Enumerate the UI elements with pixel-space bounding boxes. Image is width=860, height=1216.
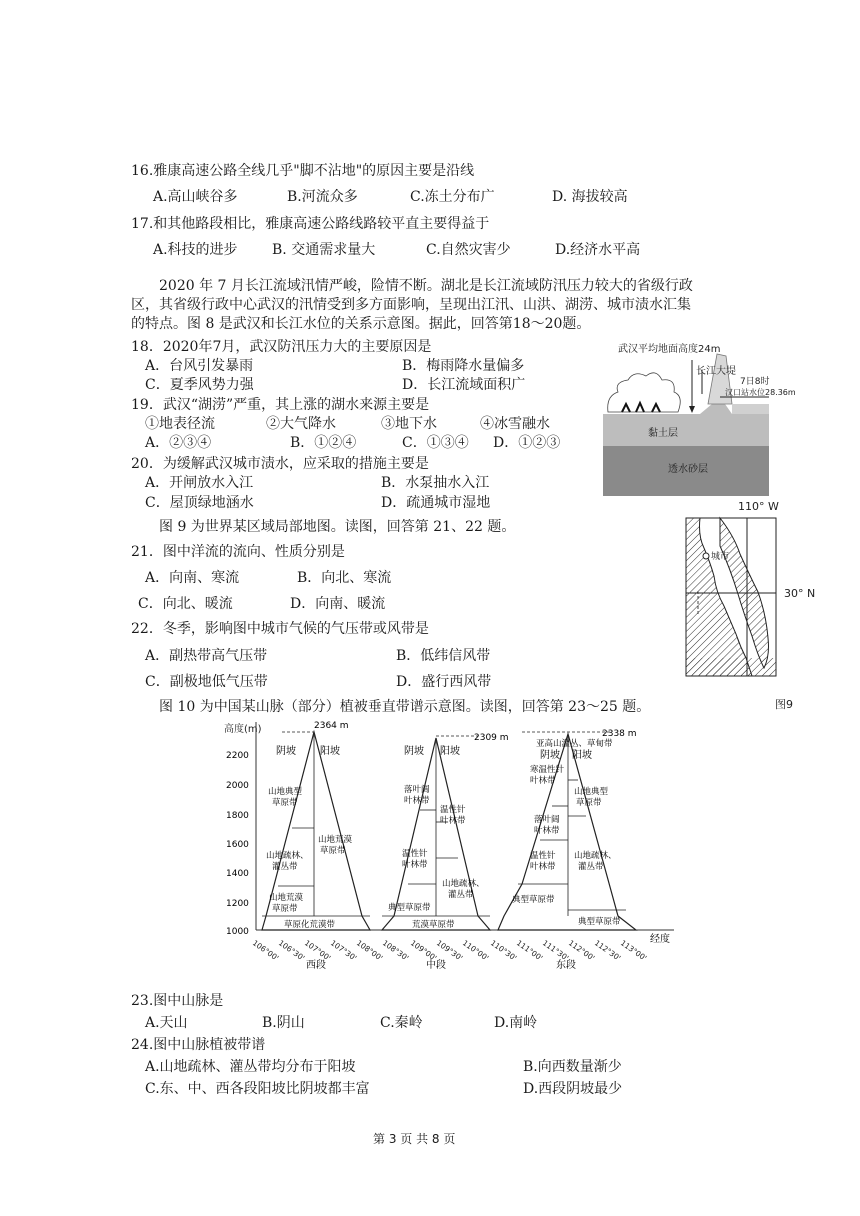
east-peak-label: 2338 m xyxy=(602,729,637,739)
river-water xyxy=(732,404,769,414)
y-tick-1000: 1000 xyxy=(226,927,249,937)
section-middle: 中段 xyxy=(426,960,446,971)
x-tick-8: 110°00' xyxy=(460,938,491,963)
q17-stem: 17.和其他路段相比，雅康高速公路线路较平直主要得益于 xyxy=(131,216,490,232)
east-l3: 落叶阔 xyxy=(534,815,560,825)
figure-9-map xyxy=(680,496,830,714)
q18-option-b: B．梅雨降水量偏多 xyxy=(402,358,525,374)
middle-base: 荒漠草原带 xyxy=(412,920,455,930)
q24-option-a: A.山地疏林、灌丛带均分布于阳坡 xyxy=(145,1059,356,1075)
intro18-line1: 2020 年 7 月长江流域汛情严峻，险情不断。湖北是长江流域防汛压力较大的省级行政 xyxy=(159,278,693,294)
city-buildings xyxy=(608,373,681,412)
q16-option-b: B.河流众多 xyxy=(287,189,358,205)
q17-option-d: D.经济水平高 xyxy=(555,242,641,258)
y-tick-1800: 1800 xyxy=(226,811,249,821)
q19-item-3: ③地下水 xyxy=(381,416,437,432)
q21-option-d: D．向南、暖流 xyxy=(290,596,386,612)
q19-option-b: B．①②④ xyxy=(290,435,357,451)
x-tick-5: 108°30' xyxy=(380,938,411,963)
city-label: 城市 xyxy=(711,552,730,562)
middle-l1: 落叶阔 xyxy=(404,785,430,795)
q19-item-2: ②大气降水 xyxy=(266,416,336,432)
y-tick-1600: 1600 xyxy=(226,840,249,850)
q18-option-a: A．台风引发暴雨 xyxy=(145,358,254,374)
figure-9-caption: 图9 xyxy=(775,698,793,711)
west-l4: 灌丛带 xyxy=(272,862,298,872)
y-tick-2000: 2000 xyxy=(226,781,249,791)
west-peak-label: 2364 m xyxy=(314,721,349,731)
q20-option-b: B．水泵抽水入江 xyxy=(381,475,490,491)
q16-stem: 16.雅康高速公路全线几乎"脚不沾地"的原因主要是沿线 xyxy=(131,163,475,179)
q21-option-c: C．向北、暖流 xyxy=(138,596,233,612)
middle-peak-label: 2309 m xyxy=(474,733,509,743)
y-ticks xyxy=(226,751,249,937)
q24-option-b: B.向西数量渐少 xyxy=(523,1059,622,1075)
q19-item-4: ④冰雪融水 xyxy=(480,416,550,432)
q22-option-c: C．副极地低气压带 xyxy=(145,674,268,690)
y-tick-1400: 1400 xyxy=(226,869,249,879)
west-base: 草原化荒漠带 xyxy=(284,920,336,930)
intro23: 图 10 为中国某山脉（部分）植被垂直带谱示意图。读图，回答第 23～25 题。 xyxy=(159,699,651,715)
east-r5: 典型草原带 xyxy=(578,917,621,927)
east-l7: 典型草原带 xyxy=(512,895,555,905)
q24-option-d: D.西段阴坡最少 xyxy=(523,1081,623,1097)
q20-option-d: D．疏通城市湿地 xyxy=(381,495,491,511)
ground-height-label: 武汉平均地面高度24m xyxy=(618,344,721,355)
x-tick-1: 106°30' xyxy=(276,938,307,963)
q21-stem: 21．图中洋流的流向、性质分别是 xyxy=(131,544,345,560)
y-tick-2200: 2200 xyxy=(226,751,249,761)
x-tick-6: 109°00' xyxy=(408,938,439,963)
intro18-line2: 区，其省级行政中心武汉的汛情受到多方面影响，呈现出江汛、山洪、湖涝、城市渍水汇集 xyxy=(131,297,691,313)
city-icon xyxy=(703,553,709,559)
q24-option-c: C.东、中、西各段阳坡比阴坡都丰富 xyxy=(145,1081,370,1097)
west-sunny-label: 阳坡 xyxy=(320,746,340,757)
levee-label: 长江大堤 xyxy=(696,366,736,377)
west-r2: 草原带 xyxy=(320,846,346,856)
section-east: 东段 xyxy=(556,960,576,971)
intro18-line3: 的特点。图 8 是武汉和长江水位的关系示意图。据此，回答第18～20题。 xyxy=(131,316,591,332)
q18-option-c: C．夏季风势力强 xyxy=(145,377,254,393)
q19-stem: 19．武汉“湖涝”严重，其上涨的湖水来源主要是 xyxy=(131,397,430,413)
q20-stem: 20．为缓解武汉城市渍水，应采取的措施主要是 xyxy=(131,456,429,472)
x-tick-10: 111°00' xyxy=(514,938,545,963)
q20-option-c: C．屋顶绿地涵水 xyxy=(145,495,254,511)
middle-l5: 典型草原带 xyxy=(388,903,431,913)
q16-option-c: C.冻土分布广 xyxy=(410,189,495,205)
east-l5: 温性针 xyxy=(530,851,556,861)
east-r4: 灌丛带 xyxy=(578,862,604,872)
east-r1: 山地典型 xyxy=(574,787,609,797)
x-tick-7: 109°30' xyxy=(434,938,465,963)
map-bottom-land xyxy=(686,658,776,676)
middle-r3: 山地疏林、 xyxy=(442,879,485,889)
q23-option-b: B.阴山 xyxy=(262,1015,305,1031)
x-tick-13: 112°30' xyxy=(592,938,623,963)
east-top-label: 亚高山灌丛、草甸带 xyxy=(536,739,613,749)
x-tick-11: 111°30' xyxy=(540,938,571,963)
latitude-label: 30° N xyxy=(784,587,816,600)
q19-option-a: A．②③④ xyxy=(145,435,212,451)
east-r3: 山地疏林、 xyxy=(574,851,617,861)
sand-label: 透水砂层 xyxy=(668,464,708,475)
x-tick-2: 107°00' xyxy=(302,938,333,963)
x-tick-3: 107°30' xyxy=(328,938,359,963)
longitude-label: 110° W xyxy=(738,500,779,513)
east-l4: 叶林带 xyxy=(534,826,560,836)
q22-option-d: D．盛行西风带 xyxy=(396,674,492,690)
q19-option-d: D．①②③ xyxy=(493,435,561,451)
page-footer: 第 3 页 共 8 页 xyxy=(373,1132,456,1146)
middle-l2: 叶林带 xyxy=(404,796,430,806)
east-shade-label: 阴坡 xyxy=(540,750,560,761)
figure-8-diagram xyxy=(600,334,796,498)
y-axis-label: 高度(m) xyxy=(224,724,262,735)
time-label: 7日8时 xyxy=(740,377,770,387)
figure-10-chart xyxy=(222,716,682,972)
q19-option-c: C．①③④ xyxy=(402,435,469,451)
middle-r2: 叶林带 xyxy=(440,816,466,826)
middle-r4: 灌丛带 xyxy=(448,890,474,900)
q18-stem: 18．2020年7月，武汉防汛压力大的主要原因是 xyxy=(131,339,432,355)
q22-option-b: B．低纬信风带 xyxy=(396,648,491,664)
x-tick-12: 112°00' xyxy=(566,938,597,963)
west-l1: 山地典型 xyxy=(268,787,303,797)
q22-stem: 22．冬季，影响图中城市气候的气压带或风带是 xyxy=(131,621,429,637)
x-axis-label: 经度 xyxy=(650,934,670,945)
x-tick-9: 110°30' xyxy=(488,938,519,963)
east-l6: 叶林带 xyxy=(530,862,556,872)
q16-option-a: A.高山峡谷多 xyxy=(153,189,238,205)
q23-option-c: C.秦岭 xyxy=(380,1015,423,1031)
q17-option-b: B. 交通需求量大 xyxy=(272,242,376,258)
east-l2: 叶林带 xyxy=(530,776,556,786)
west-l2: 草原带 xyxy=(272,798,298,808)
q22-option-a: A．副热带高气压带 xyxy=(145,648,268,664)
east-sunny-label: 阳坡 xyxy=(572,750,592,761)
station-label: 汉口站水位28.36m xyxy=(725,388,796,397)
east-r2: 草原带 xyxy=(576,798,602,808)
west-l6: 草原带 xyxy=(272,904,298,914)
q17-option-a: A.科技的进步 xyxy=(153,242,238,258)
intro21: 图 9 为世界某区域局部地图。读图，回答第 21、22 题。 xyxy=(159,519,516,535)
x-tick-4: 108°00' xyxy=(354,938,385,963)
west-r1: 山地荒漠 xyxy=(318,835,353,845)
q18-option-d: D．长江流域面积广 xyxy=(402,377,526,393)
q23-option-d: D.南岭 xyxy=(494,1015,538,1031)
q19-item-1: ①地表径流 xyxy=(145,416,215,432)
q23-stem: 23.图中山脉是 xyxy=(131,993,224,1009)
q21-option-a: A．向南、寒流 xyxy=(145,570,240,586)
section-west: 西段 xyxy=(306,960,326,971)
x-tick-14: 113°00' xyxy=(618,938,649,963)
middle-shade-label: 阴坡 xyxy=(404,746,424,757)
q20-option-a: A．开闸放水入江 xyxy=(145,475,254,491)
west-shade-label: 阴坡 xyxy=(276,746,296,757)
east-l1: 寒温性针 xyxy=(530,765,565,775)
west-l3: 山地疏林、 xyxy=(266,851,309,861)
q21-option-b: B．向北、寒流 xyxy=(297,570,392,586)
q16-option-d: D. 海拔较高 xyxy=(552,189,628,205)
x-ticks xyxy=(251,938,648,962)
y-tick-1200: 1200 xyxy=(226,899,249,909)
q24-stem: 24.图中山脉植被带谱 xyxy=(131,1037,266,1053)
x-tick-0: 106°00' xyxy=(250,938,281,963)
middle-r1: 温性针 xyxy=(440,805,466,815)
q17-option-c: C.自然灾害少 xyxy=(426,242,511,258)
middle-l4: 叶林带 xyxy=(402,860,428,870)
clay-label: 黏土层 xyxy=(648,428,678,439)
arrowhead-icon xyxy=(689,406,695,413)
west-l5: 山地荒漠 xyxy=(269,893,304,903)
middle-sunny-label: 阳坡 xyxy=(440,746,460,757)
q23-option-a: A.天山 xyxy=(145,1015,188,1031)
middle-l3: 温性针 xyxy=(402,849,428,859)
